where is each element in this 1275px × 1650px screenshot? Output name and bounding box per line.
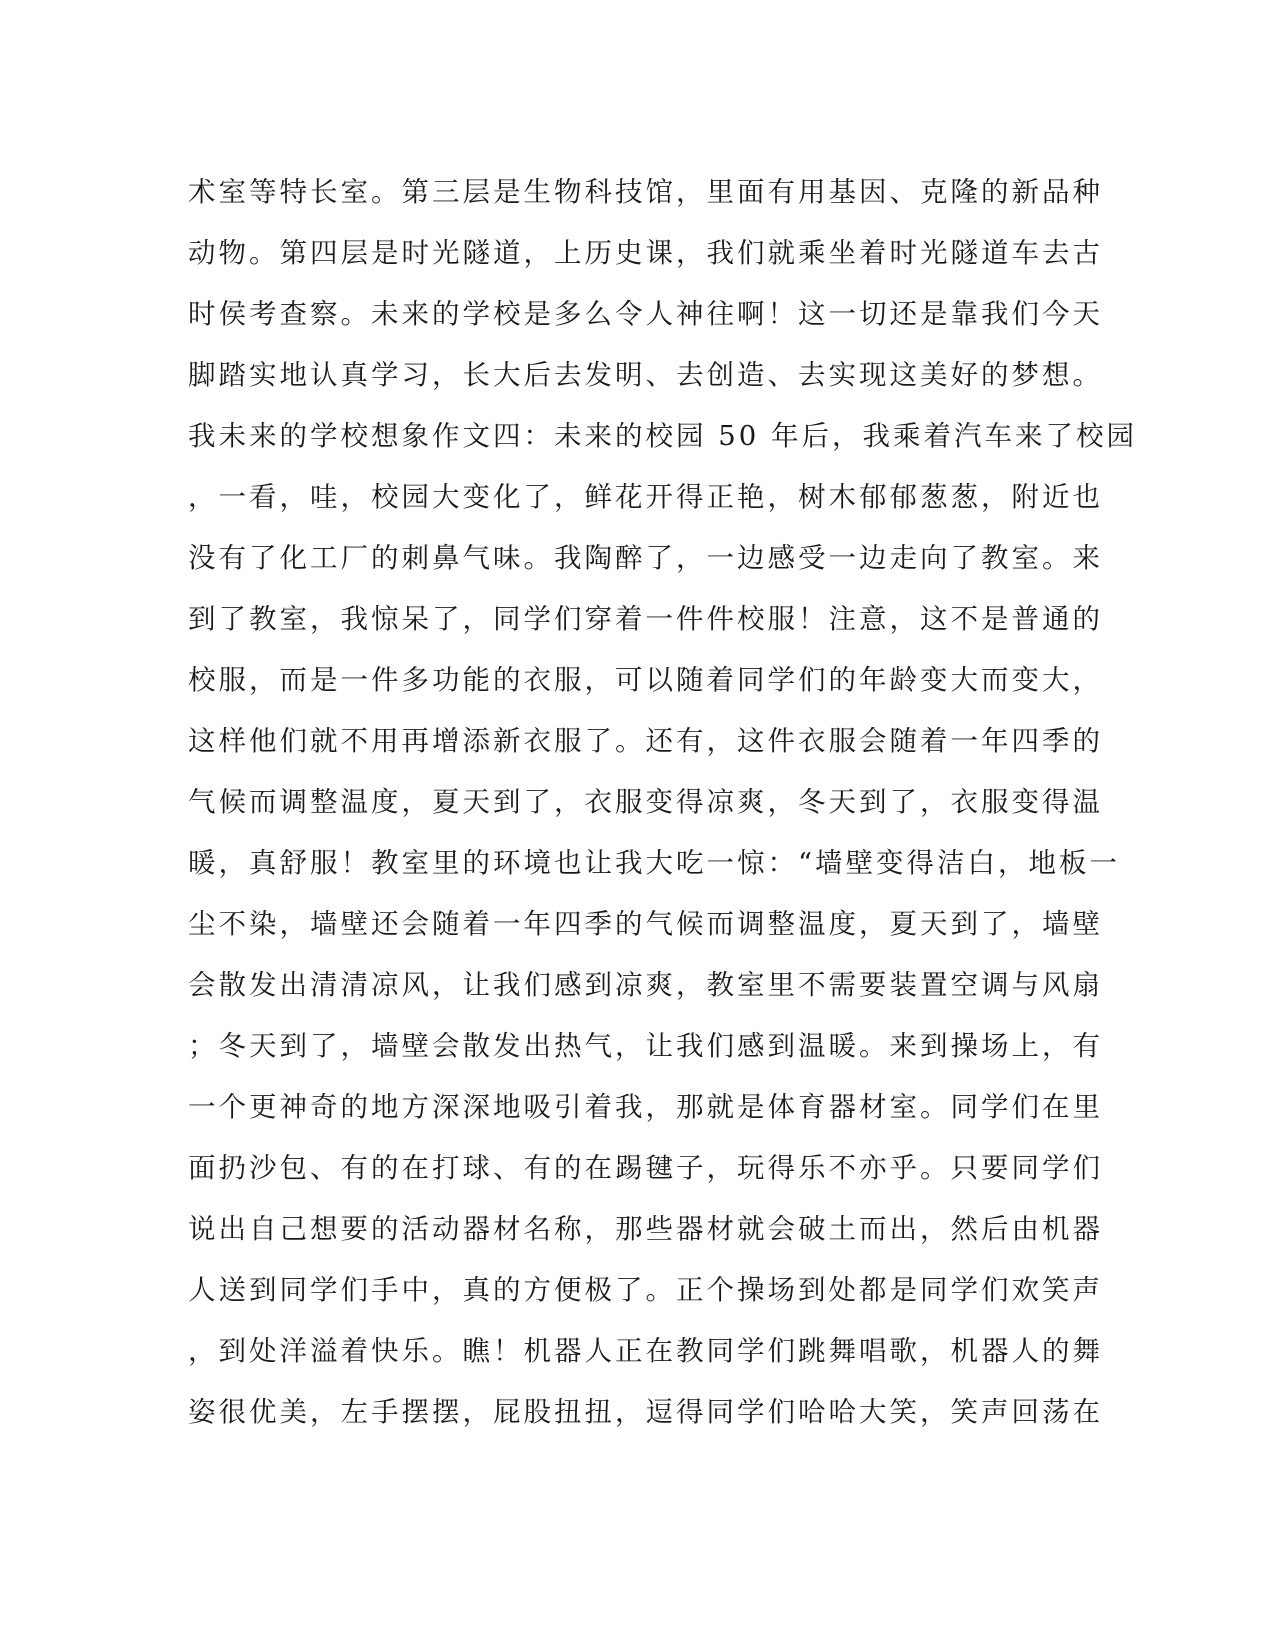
text-line: 时侯考查察。未来的学校是多么令人神往啊！这一切还是靠我们今天 (188, 298, 1103, 330)
text-line: 我未来的学校想象作文四：未来的校园 50 年后，我乘着汽车来了校园 (188, 420, 1137, 452)
text-line: 尘不染，墙壁还会随着一年四季的气候而调整温度，夏天到了，墙壁 (188, 908, 1103, 940)
text-line: 没有了化工厂的刺鼻气味。我陶醉了，一边感受一边走向了教室。来 (188, 542, 1103, 574)
text-line: 脚踏实地认真学习，长大后去发明、去创造、去实现这美好的梦想。 (188, 359, 1103, 391)
text-line: 气候而调整温度，夏天到了，衣服变得凉爽，冬天到了，衣服变得温 (188, 786, 1103, 818)
text-line: 会散发出清清凉风，让我们感到凉爽，教室里不需要装置空调与风扇 (188, 969, 1103, 1001)
text-line: 校服，而是一件多功能的衣服，可以随着同学们的年龄变大而变大， (188, 664, 1103, 696)
text-line: 说出自己想要的活动器材名称，那些器材就会破土而出，然后由机器 (188, 1213, 1103, 1245)
text-line: 面扔沙包、有的在打球、有的在踢毽子，玩得乐不亦乎。只要同学们 (188, 1152, 1103, 1184)
text-line: 一个更神奇的地方深深地吸引着我，那就是体育器材室。同学们在里 (188, 1091, 1103, 1123)
text-line: ；冬天到了，墙壁会散发出热气，让我们感到温暖。来到操场上，有 (188, 1030, 1103, 1062)
text-line: 暖，真舒服！教室里的环境也让我大吃一惊：“墙壁变得洁白，地板一 (188, 847, 1121, 879)
text-line: ，一看，哇，校园大变化了，鲜花开得正艳，树木郁郁葱葱，附近也 (188, 481, 1103, 513)
text-line: 术室等特长室。第三层是生物科技馆，里面有用基因、克隆的新品种 (188, 176, 1103, 208)
text-line: 人送到同学们手中，真的方便极了。正个操场到处都是同学们欢笑声 (188, 1274, 1103, 1306)
text-line: 到了教室，我惊呆了，同学们穿着一件件校服！注意，这不是普通的 (188, 603, 1103, 635)
text-line: 姿很优美，左手摆摆，屁股扭扭，逗得同学们哈哈大笑，笑声回荡在 (188, 1396, 1103, 1428)
text-line: 动物。第四层是时光隧道，上历史课，我们就乘坐着时光隧道车去古 (188, 237, 1103, 269)
text-line: ，到处洋溢着快乐。瞧！机器人正在教同学们跳舞唱歌，机器人的舞 (188, 1335, 1103, 1367)
text-line: 这样他们就不用再增添新衣服了。还有，这件衣服会随着一年四季的 (188, 725, 1103, 757)
body-text (188, 162, 1137, 1443)
